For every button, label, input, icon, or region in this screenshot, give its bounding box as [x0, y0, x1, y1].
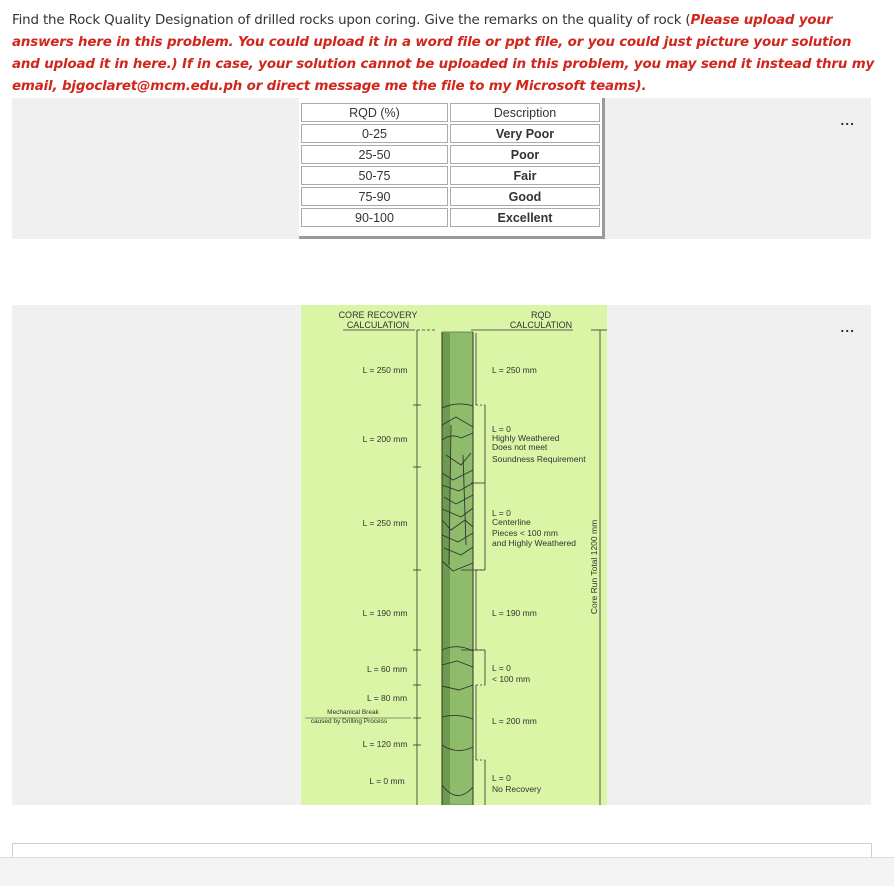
right-label-7b: No Recovery: [492, 784, 542, 794]
right-title-1: RQD: [531, 310, 551, 320]
header-rqd: RQD (%): [301, 103, 448, 122]
left-label-5: L = 60 mm: [366, 664, 408, 674]
table-row: [301, 187, 600, 206]
right-label-3c: Pieces < 100 mm: [492, 528, 558, 538]
more-options-icon[interactable]: ...: [840, 112, 855, 128]
left-label-2: L = 200 mm: [362, 434, 408, 444]
question-text: [12, 10, 882, 98]
rqd-range: 90-100: [301, 208, 448, 227]
right-label-4: L = 190 mm: [492, 608, 537, 618]
rqd-description: Very Poor: [450, 124, 600, 143]
question-plain: Find the Rock Quality Designation of drilled rocks upon coring. Give the remarks on the quality of rock (: [12, 13, 691, 28]
left-label-3: L = 250 mm: [362, 518, 408, 528]
right-label-6: L = 200 mm: [492, 716, 537, 726]
more-options-icon[interactable]: ...: [840, 319, 855, 335]
rqd-range: 0-25: [301, 124, 448, 143]
table-row: [301, 208, 600, 227]
right-label-5b: < 100 mm: [492, 674, 531, 684]
header-description: Description: [450, 103, 600, 122]
rqd-figure: [301, 305, 607, 805]
left-label-8: L = 0 mm: [369, 776, 405, 786]
mech-break-1: Mechanical Break: [327, 709, 379, 716]
left-title-2: CALCULATION: [346, 320, 410, 330]
mech-break-2: caused by Drilling Process: [310, 718, 388, 725]
right-title-2: CALCULATION: [509, 320, 573, 330]
image-panel-rqd-table: [12, 98, 871, 239]
rqd-figure-svg: [301, 305, 607, 805]
left-label-1: L = 250 mm: [362, 365, 408, 375]
image-panel-rqd-figure: [12, 305, 871, 805]
bottom-bar: [0, 857, 894, 886]
rqd-table: [299, 101, 602, 229]
right-label-3b: Centerline: [492, 517, 531, 527]
rqd-table-image: [299, 98, 605, 239]
right-label-1: L = 250 mm: [492, 365, 537, 375]
left-label-6: L = 80 mm: [366, 693, 408, 703]
rqd-description: Good: [450, 187, 600, 206]
rqd-description: Excellent: [450, 208, 600, 227]
rqd-description: Poor: [450, 145, 600, 164]
right-label-7a: L = 0: [492, 773, 511, 783]
left-label-4: L = 190 mm: [362, 608, 408, 618]
rqd-range: 25-50: [301, 145, 448, 164]
rqd-description: Fair: [450, 166, 600, 185]
table-row: [301, 166, 600, 185]
right-label-2b: Highly Weathered: [492, 433, 560, 443]
right-label-3d: and Highly Weathered: [492, 538, 576, 548]
left-label-7: L = 120 mm: [362, 739, 408, 749]
right-label-3a: L = 0: [492, 508, 511, 518]
right-label-2c: Does not meet: [492, 442, 548, 452]
table-header-row: [301, 103, 600, 122]
right-label-5a: L = 0: [492, 663, 511, 673]
rqd-range: 75-90: [301, 187, 448, 206]
table-row: [301, 145, 600, 164]
rqd-range: 50-75: [301, 166, 448, 185]
right-label-2d: Soundness Requirement: [492, 454, 586, 464]
question-highlight: Please upload your answers here in this problem. You could upload it in a word file or ppt file, or you could just picture your solution and upload it in here.) If in case, your solution cannot be uploaded in this problem, you may send it instead thru my email, bjgoclaret@mcm.edu.ph or direct message me the file to my Microsoft teams).: [12, 13, 875, 94]
table-row: [301, 124, 600, 143]
core-run-label: Core Run Total 1200 mm: [589, 519, 599, 615]
left-title-1: CORE RECOVERY: [338, 310, 418, 320]
right-label-2a: L = 0: [492, 424, 511, 434]
